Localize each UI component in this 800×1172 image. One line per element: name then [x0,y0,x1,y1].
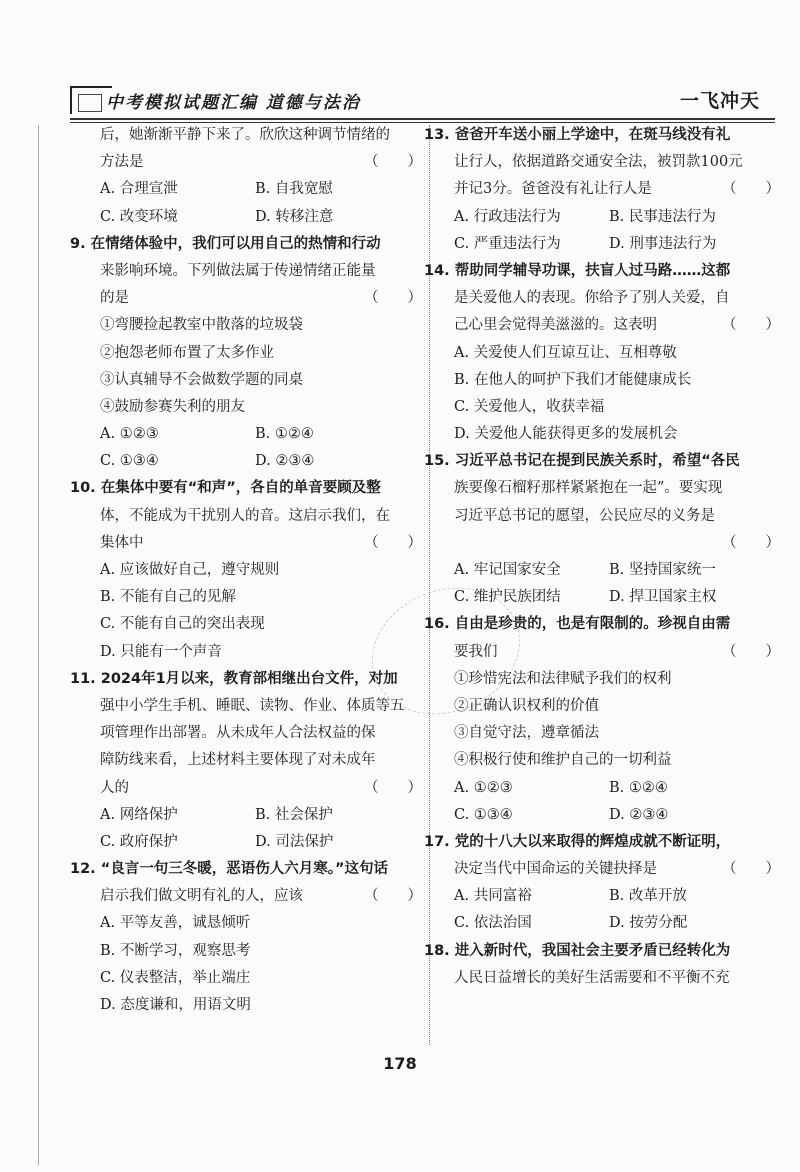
answer-parentheses: （ ） [722,317,780,334]
text-line [86,557,422,584]
option-row [86,802,422,829]
line-text: 14. 帮助同学辅导功课，扶盲人过马路……这都 [424,262,731,279]
line-text: 障防线来看，上述材料主要体现了对未成年 [100,752,376,769]
line-text: D. 关爱他人能获得更多的发展机会 [454,426,678,443]
option-row [440,802,780,829]
text-line [86,285,422,312]
text-line [440,176,780,203]
option-text: C. 维护民族团结 [454,589,561,606]
question-stem [424,829,780,856]
option-text: A. 牢记国家安全 [454,562,561,578]
line-text: 17. 党的十八大以来取得的辉煌成就不断证明， [424,833,731,850]
text-line [440,312,780,339]
text-line [86,503,422,530]
line-text: A. 平等友善，诚恳倾听 [100,915,251,932]
answer-parentheses: （ ） [364,779,422,796]
binding-line [38,125,39,1165]
line-text: D. 只能有一个声音 [100,643,222,660]
question-stem [70,475,422,502]
option-text: B. 民事违法行为 [609,208,716,225]
question-stem [424,611,780,638]
line-text: 是关爱他人的表现。你给予了别人关爱，自 [454,290,730,307]
option-row [86,829,422,856]
text-line [440,639,780,666]
line-text: 并记3分。爸爸没有礼让行人是 [454,181,652,198]
line-text: C. 关爱他人，收获幸福 [454,398,605,415]
line-text: 项管理作出部署。从未成年人合法权益的保 [100,725,376,742]
line-text: ②正确认识权利的价值 [454,697,599,714]
option-text: D. 转移注意 [255,208,334,225]
text-line [440,421,780,448]
answer-parentheses: （ ） [722,643,780,660]
question-stem [424,938,780,965]
header-title: 中考模拟试题汇编 道德与法治 [106,93,361,113]
text-line [86,910,422,937]
option-text: B. ①②④ [255,426,314,443]
line-text: 集体中 [100,534,144,551]
option-row [440,584,780,611]
line-text: D. 态度谦和，用语文明 [100,997,251,1013]
line-text: B. 在他人的呵护下我们才能健康成长 [454,371,692,388]
text-line [86,883,422,910]
option-row [440,231,780,258]
line-text: ②抱怨老师布置了太多作业 [100,344,274,361]
text-line [86,584,422,611]
header-rule [70,118,775,120]
line-text: B. 不断学习，观察思考 [100,942,251,959]
option-text: D. ②③④ [609,806,669,823]
question-stem [70,231,422,258]
option-text: C. 严重违法行为 [454,235,561,252]
text-line [440,666,780,693]
text-line [86,530,422,557]
option-text: D. 刑事违法行为 [609,235,717,252]
line-text: 己心里会觉得美滋滋的。这表明 [454,317,657,334]
option-row [440,883,780,910]
text-line [86,639,422,666]
option-row [86,448,422,475]
option-text: D. 按劳分配 [609,915,688,932]
page-number: 178 [383,1054,417,1073]
option-row [440,557,780,584]
line-text: 11. 2024年1月以来，教育部相继出台文件，对加 [70,670,398,687]
text-line [86,312,422,339]
line-text: ④积极行使和维护自己的一切利益 [454,752,672,769]
line-text: 9. 在情绪体验中，我们可以用自己的热情和行动 [70,235,381,252]
line-text: 强中小学生手机、睡眠、读物、作业、体质等五 [100,697,405,714]
line-text: C. 仪表整洁，举止端庄 [100,969,251,986]
option-row [86,176,422,203]
text-line [440,340,780,367]
question-stem [424,122,780,149]
text-line [86,938,422,965]
line-text: C. 不能有自己的突出表现 [100,616,265,633]
text-line [86,693,422,720]
right-column [424,122,780,992]
option-text: B. ①②④ [609,779,668,796]
text-line [440,530,780,557]
option-text: B. 改革开放 [609,888,687,905]
option-text: A. ①②③ [100,426,159,443]
line-text: 方法是 [100,154,144,171]
line-text: ③认真辅导不会做数学题的同桌 [100,371,303,388]
question-stem [424,258,780,285]
text-line [440,149,780,176]
option-text: D. 捍卫国家主权 [609,589,717,606]
answer-parentheses: （ ） [722,181,780,198]
option-row [86,204,422,231]
text-line [440,693,780,720]
option-row [86,421,422,448]
line-text: 后，她渐渐平静下来了。欣欣这种调节情绪的 [100,127,390,143]
line-text: B. 不能有自己的见解 [100,589,236,606]
option-text: B. 社会保护 [255,806,333,823]
line-text: 让行人，依据道路交通安全法，被罚款100元 [454,154,743,171]
text-line [86,611,422,638]
header-brand: 一飞冲天 [679,90,760,112]
line-text: 12. “良言一句三冬暖，恶语伤人六月寒。”这句话 [70,861,389,878]
question-stem [70,666,422,693]
line-text: 族要像石榴籽那样紧紧抱在一起”。要实现 [454,480,723,497]
option-text: B. 自我宽慰 [255,181,333,198]
option-text: C. 政府保护 [100,833,178,850]
text-line [440,720,780,747]
option-text: C. ①③④ [454,806,513,823]
option-text: A. 共同富裕 [454,888,532,905]
text-line [440,503,780,530]
text-line [86,122,422,149]
line-text: 10. 在集体中要有“和声”，各自的单音要顾及整 [70,480,381,497]
option-text: B. 坚持国家统一 [609,562,716,578]
option-row [440,910,780,937]
line-text: 15. 习近平总书记在提到民族关系时，希望“各民 [424,453,740,470]
text-line [440,367,780,394]
option-text: A. 行政违法行为 [454,208,561,225]
option-text: D. 司法保护 [255,833,334,850]
line-text: ①珍惜宪法和法律赋予我们的权利 [454,670,672,687]
text-line [86,394,422,421]
question-stem [424,448,780,475]
option-text: C. ①③④ [100,453,159,470]
line-text: ④鼓励参赛失利的朋友 [100,398,245,415]
option-row [440,775,780,802]
text-line [86,965,422,992]
answer-parentheses: （ ） [722,534,780,551]
line-text: 体，不能成为干扰别人的音。这启示我们，在 [100,507,390,524]
question-stem [70,856,422,883]
text-line [86,258,422,285]
option-row [440,204,780,231]
answer-parentheses: （ ） [364,154,422,171]
line-text: 决定当代中国命运的关键抉择是 [454,861,657,878]
line-text: 13. 爸爸开车送小丽上学途中，在斑马线没有礼 [424,127,731,143]
text-line [86,720,422,747]
page-header [70,80,790,116]
text-line [86,149,422,176]
line-text: 的是 [100,290,129,307]
line-text: ①弯腰捡起教室中散落的垃圾袋 [100,317,303,334]
line-text: A. 应该做好自己，遵守规则 [100,562,280,578]
line-text: A. 关爱使人们互谅互让、互相尊敬 [454,344,677,361]
answer-parentheses: （ ） [364,888,422,905]
line-text: 16. 自由是珍贵的，也是有限制的。珍视自由需 [424,616,731,633]
text-line [440,285,780,312]
text-line [440,747,780,774]
line-text: 启示我们做文明有礼的人，应该 [100,888,303,905]
text-line [86,992,422,1019]
text-line [86,747,422,774]
option-text: A. 网络保护 [100,806,178,823]
option-text: C. 依法治国 [454,915,532,932]
option-text: A. ①②③ [454,779,513,796]
answer-parentheses: （ ） [364,290,422,307]
text-line [440,856,780,883]
line-text: 人的 [100,779,129,796]
line-text: ③自觉守法，遵章循法 [454,725,599,742]
text-line [440,475,780,502]
line-text: 来影响环境。下列做法属于传递情绪正能量 [100,262,376,279]
text-line [86,775,422,802]
left-column [70,122,422,1019]
line-text: 人民日益增长的美好生活需要和不平衡不充 [454,969,730,986]
line-text: 18. 进入新时代，我国社会主要矛盾已经转化为 [424,942,731,959]
line-text: 习近平总书记的愿望，公民应尽的义务是 [454,507,715,524]
option-text: A. 合理宣泄 [100,181,178,198]
text-line [440,394,780,421]
text-line [440,965,780,992]
answer-parentheses: （ ） [722,861,780,878]
text-line [86,367,422,394]
text-line [86,340,422,367]
answer-parentheses: （ ） [364,534,422,551]
option-text: C. 改变环境 [100,208,178,225]
line-text: 要我们 [454,643,498,660]
option-text: D. ②③④ [255,453,315,470]
